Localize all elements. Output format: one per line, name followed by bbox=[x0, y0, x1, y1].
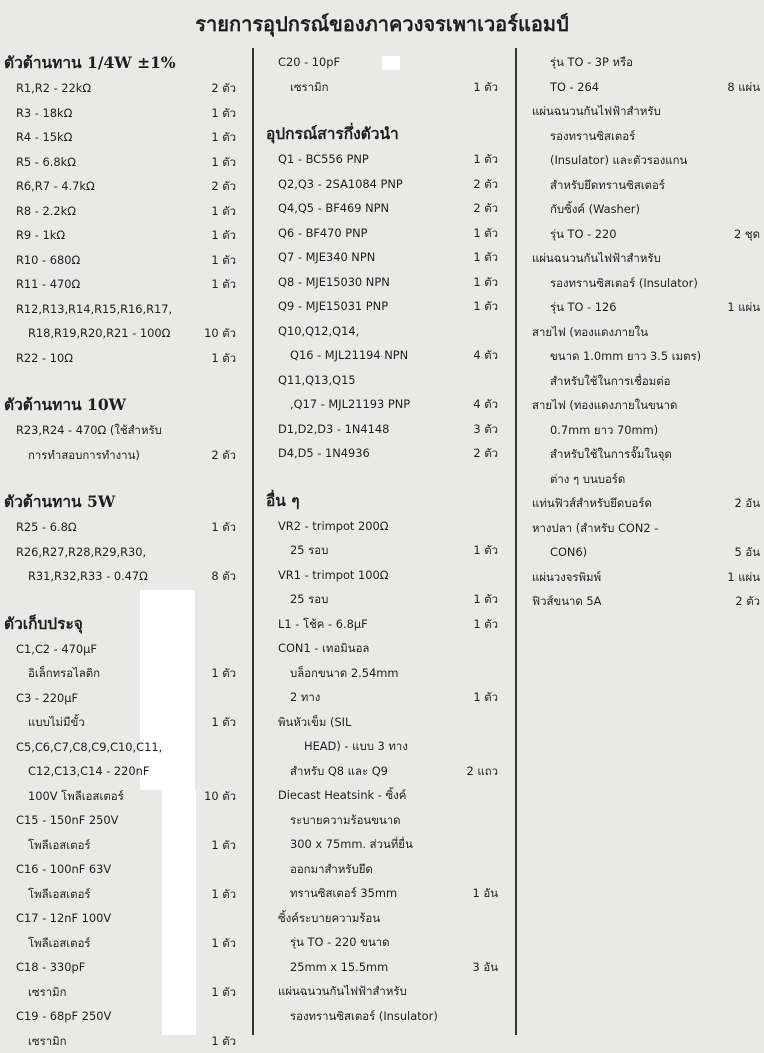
part-description: C1,C2 - 470µF bbox=[16, 637, 97, 662]
part-description: รองทรานซิสเตอร์ (Insulator) bbox=[550, 271, 698, 296]
section-heading: ตัวต้านทาน 10W bbox=[4, 392, 236, 418]
part-row bbox=[530, 442, 760, 467]
part-quantity: 2 ตัว bbox=[473, 441, 498, 466]
part-quantity: 1 ตัว bbox=[211, 1029, 236, 1053]
part-quantity: 1 ตัว bbox=[473, 75, 498, 100]
part-description: CON6) bbox=[550, 540, 587, 565]
part-description: R4 - 15kΩ bbox=[16, 125, 72, 150]
part-row bbox=[266, 392, 498, 417]
part-row bbox=[266, 563, 498, 588]
section bbox=[4, 611, 236, 1053]
part-description: 0.7mm ยาว 70mm) bbox=[550, 418, 658, 443]
part-description: เซรามิก bbox=[28, 1029, 67, 1053]
part-description: Q9 - MJE15031 PNP bbox=[278, 294, 388, 319]
part-row bbox=[266, 538, 498, 563]
part-row bbox=[4, 272, 236, 297]
part-description: C19 - 68pF 250V bbox=[16, 1004, 111, 1029]
part-row bbox=[4, 418, 236, 443]
part-description: Q6 - BF470 PNP bbox=[278, 221, 368, 246]
part-row bbox=[4, 564, 236, 589]
part-description: ขนาด 1.0mm ยาว 3.5 เมตร) bbox=[550, 344, 701, 369]
part-quantity: 2 ตัว bbox=[211, 174, 236, 199]
part-row bbox=[266, 172, 498, 197]
column-divider-left bbox=[252, 48, 254, 1035]
part-quantity: 10 ตัว bbox=[204, 784, 236, 809]
part-quantity: 1 ตัว bbox=[211, 661, 236, 686]
part-row bbox=[530, 148, 760, 173]
part-row bbox=[266, 587, 498, 612]
part-quantity: 1 ตัว bbox=[473, 245, 498, 270]
part-quantity: 1 ตัว bbox=[473, 270, 498, 295]
section-gap bbox=[4, 589, 236, 611]
part-description: Q1 - BC556 PNP bbox=[278, 147, 369, 172]
part-row bbox=[4, 661, 236, 686]
part-description: โพลีเอสเตอร์ bbox=[28, 931, 91, 956]
section-heading: อื่น ๆ bbox=[266, 488, 498, 514]
part-description: สำหรับยึดทรานซิสเตอร์ bbox=[550, 173, 665, 198]
part-quantity: 2 ตัว bbox=[473, 172, 498, 197]
part-row bbox=[530, 418, 760, 443]
section-heading: อุปกรณ์สารกึ่งตัวนำ bbox=[266, 121, 498, 147]
part-description: การทำสอบการทำงาน) bbox=[28, 443, 140, 468]
part-description: C15 - 150nF 250V bbox=[16, 808, 118, 833]
part-row bbox=[4, 906, 236, 931]
part-description: R3 - 18kΩ bbox=[16, 101, 72, 126]
part-row bbox=[266, 783, 498, 808]
part-quantity: 1 ตัว bbox=[211, 199, 236, 224]
part-row bbox=[530, 271, 760, 296]
part-row bbox=[4, 955, 236, 980]
part-row bbox=[4, 857, 236, 882]
part-row bbox=[530, 320, 760, 345]
part-quantity: 1 ตัว bbox=[473, 612, 498, 637]
part-description: พินหัวเข็ม (SIL bbox=[278, 710, 351, 735]
part-description: ทรานซิสเตอร์ 35mm bbox=[290, 881, 397, 906]
part-row bbox=[530, 393, 760, 418]
part-description: รุ่น TO - 126 bbox=[550, 295, 617, 320]
part-quantity: 2 ตัว bbox=[211, 443, 236, 468]
section bbox=[4, 392, 236, 467]
part-row bbox=[266, 759, 498, 784]
part-description: หางปลา (สำหรับ CON2 - bbox=[532, 516, 658, 541]
part-row bbox=[530, 491, 760, 516]
part-row bbox=[4, 833, 236, 858]
part-quantity: 10 ตัว bbox=[204, 321, 236, 346]
part-row bbox=[266, 221, 498, 246]
part-description: รุ่น TO - 220 ขนาด bbox=[290, 930, 390, 955]
part-row bbox=[4, 515, 236, 540]
part-description: D4,D5 - 1N4936 bbox=[278, 441, 370, 466]
part-description: แผ่นฉนวนกันไฟฟ้าสำหรับ bbox=[278, 979, 407, 1004]
part-description: C5,C6,C7,C8,C9,C10,C11, bbox=[16, 735, 162, 760]
part-quantity: 2 ตัว bbox=[735, 589, 760, 614]
part-row bbox=[530, 589, 760, 614]
section bbox=[266, 121, 498, 466]
part-row bbox=[530, 222, 760, 247]
part-row bbox=[530, 246, 760, 271]
part-description: สำหรับใช้ในการเชื่อมต่อ bbox=[550, 369, 670, 394]
section-heading: ตัวเก็บประจุ bbox=[4, 611, 236, 637]
part-row bbox=[4, 710, 236, 735]
part-row bbox=[530, 540, 760, 565]
part-description: R6,R7 - 4.7kΩ bbox=[16, 174, 95, 199]
part-quantity: 1 แผ่น bbox=[727, 565, 760, 590]
part-row bbox=[266, 734, 498, 759]
part-description: รุ่น TO - 220 bbox=[550, 222, 617, 247]
part-row bbox=[4, 1004, 236, 1029]
part-quantity: 8 ตัว bbox=[211, 564, 236, 589]
part-row bbox=[530, 99, 760, 124]
part-description: ต่าง ๆ บนบอร์ด bbox=[550, 467, 625, 492]
section-gap bbox=[266, 466, 498, 488]
part-description: สำหรับ Q8 และ Q9 bbox=[290, 759, 388, 784]
part-description: Q16 - MJL21194 NPN bbox=[290, 343, 408, 368]
part-quantity: 1 ตัว bbox=[473, 147, 498, 172]
section bbox=[4, 50, 236, 370]
part-row bbox=[530, 467, 760, 492]
part-row bbox=[4, 637, 236, 662]
part-quantity: 1 ตัว bbox=[211, 248, 236, 273]
part-row bbox=[4, 101, 236, 126]
part-row bbox=[266, 832, 498, 857]
part-description: C16 - 100nF 63V bbox=[16, 857, 111, 882]
part-row bbox=[266, 75, 498, 100]
part-quantity: 4 ตัว bbox=[473, 392, 498, 417]
part-description: 25mm x 15.5mm bbox=[290, 955, 388, 980]
part-description: R25 - 6.8Ω bbox=[16, 515, 77, 540]
part-quantity: 3 อัน bbox=[473, 955, 499, 980]
part-row bbox=[266, 661, 498, 686]
part-description: สายไฟ (ทองแดงภายในขนาด bbox=[532, 393, 677, 418]
part-row bbox=[4, 1029, 236, 1053]
part-row bbox=[266, 979, 498, 1004]
part-row bbox=[266, 685, 498, 710]
part-description: รองทรานซิสเตอร์ bbox=[550, 124, 635, 149]
part-description: แท่นฟิวส์สำหรับยึดบอร์ด bbox=[532, 491, 652, 516]
part-row bbox=[4, 248, 236, 273]
part-row bbox=[4, 125, 236, 150]
part-row bbox=[4, 686, 236, 711]
part-description: R12,R13,R14,R15,R16,R17, bbox=[16, 297, 172, 322]
part-description: Q10,Q12,Q14, bbox=[278, 319, 359, 344]
part-row bbox=[4, 223, 236, 248]
part-quantity: 1 ตัว bbox=[211, 515, 236, 540]
part-quantity: 1 ตัว bbox=[211, 710, 236, 735]
part-quantity: 1 ตัว bbox=[211, 346, 236, 371]
part-row bbox=[4, 443, 236, 468]
part-quantity: 5 อัน bbox=[735, 540, 761, 565]
part-description: HEAD) - แบบ 3 ทาง bbox=[304, 734, 408, 759]
part-quantity: 1 ตัว bbox=[211, 882, 236, 907]
part-row bbox=[266, 368, 498, 393]
part-description: Diecast Heatsink - ซิ้งค์ bbox=[278, 783, 406, 808]
part-row bbox=[266, 147, 498, 172]
part-row bbox=[4, 735, 236, 760]
part-description: เซรามิก bbox=[28, 980, 67, 1005]
part-description: 25 รอบ bbox=[290, 538, 328, 563]
part-row bbox=[530, 50, 760, 75]
part-row bbox=[266, 1004, 498, 1029]
part-description: (Insulator) และตัวรองแกน bbox=[550, 148, 687, 173]
part-quantity: 2 ตัว bbox=[211, 76, 236, 101]
part-description: Q4,Q5 - BF469 NPN bbox=[278, 196, 389, 221]
part-quantity: 2 ชุด bbox=[734, 222, 760, 247]
part-row bbox=[530, 173, 760, 198]
part-row bbox=[266, 955, 498, 980]
part-row bbox=[4, 784, 236, 809]
part-description: R22 - 10Ω bbox=[16, 346, 73, 371]
part-description: C3 - 220µF bbox=[16, 686, 78, 711]
part-description: C18 - 330pF bbox=[16, 955, 85, 980]
part-row bbox=[266, 612, 498, 637]
part-description: ระบายความร้อนขนาด bbox=[290, 808, 401, 833]
part-description: R10 - 680Ω bbox=[16, 248, 80, 273]
part-row bbox=[530, 369, 760, 394]
part-row bbox=[4, 150, 236, 175]
part-description: รุ่น TO - 3P หรือ bbox=[550, 50, 633, 75]
section bbox=[4, 489, 236, 589]
part-description: โพลีเอสเตอร์ bbox=[28, 882, 91, 907]
part-description: C17 - 12nF 100V bbox=[16, 906, 111, 931]
section-heading: ตัวต้านทาน 1/4W ±1% bbox=[4, 50, 236, 76]
part-description: กับซิ้งค์ (Washer) bbox=[550, 197, 640, 222]
section-gap bbox=[4, 467, 236, 489]
part-description: R18,R19,R20,R21 - 100Ω bbox=[28, 321, 170, 346]
part-row bbox=[266, 196, 498, 221]
part-row bbox=[530, 516, 760, 541]
part-description: L1 - โช้ค - 6.8µF bbox=[278, 612, 368, 637]
part-quantity: 2 อัน bbox=[735, 491, 761, 516]
part-description: 100V โพลีเอสเตอร์ bbox=[28, 784, 124, 809]
part-row bbox=[530, 75, 760, 100]
part-description: C20 - 10pF bbox=[278, 50, 340, 75]
part-row bbox=[266, 636, 498, 661]
part-quantity: 8 แผ่น bbox=[727, 75, 760, 100]
part-row bbox=[4, 759, 236, 784]
part-description: แบบไม่มีขั้ว bbox=[28, 710, 85, 735]
part-row bbox=[4, 76, 236, 101]
part-quantity: 1 แผ่น bbox=[727, 295, 760, 320]
part-description: R1,R2 - 22kΩ bbox=[16, 76, 91, 101]
part-description: ออกมาสำหรับยึด bbox=[290, 857, 373, 882]
part-row bbox=[266, 710, 498, 735]
part-description: สำหรับใช้ในการจั๊มในจุด bbox=[550, 442, 672, 467]
part-description: VR1 - trimpot 100Ω bbox=[278, 563, 388, 588]
part-quantity: 1 ตัว bbox=[211, 833, 236, 858]
part-quantity: 1 ตัว bbox=[211, 931, 236, 956]
part-quantity: 2 ตัว bbox=[473, 196, 498, 221]
part-quantity: 1 ตัว bbox=[473, 538, 498, 563]
part-description: TO - 264 bbox=[550, 75, 599, 100]
section bbox=[530, 50, 760, 614]
section-heading: ตัวต้านทาน 5W bbox=[4, 489, 236, 515]
part-quantity: 2 แถว bbox=[466, 759, 498, 784]
column-3 bbox=[530, 50, 760, 614]
part-description: D1,D2,D3 - 1N4148 bbox=[278, 417, 389, 442]
part-row bbox=[4, 199, 236, 224]
part-description: R5 - 6.8kΩ bbox=[16, 150, 76, 175]
part-description: แผ่นฉนวนกันไฟฟ้าสำหรับ bbox=[532, 246, 661, 271]
part-quantity: 1 ตัว bbox=[211, 125, 236, 150]
part-description: ,Q17 - MJL21193 PNP bbox=[290, 392, 410, 417]
part-description: 25 รอบ bbox=[290, 587, 328, 612]
part-description: Q2,Q3 - 2SA1084 PNP bbox=[278, 172, 403, 197]
part-row bbox=[4, 540, 236, 565]
part-description: ฟิวส์ขนาด 5A bbox=[532, 589, 601, 614]
part-description: R26,R27,R28,R29,R30, bbox=[16, 540, 146, 565]
part-row bbox=[266, 441, 498, 466]
part-row bbox=[266, 514, 498, 539]
part-row bbox=[530, 295, 760, 320]
part-description: บล็อกขนาด 2.54mm bbox=[290, 661, 399, 686]
part-row bbox=[266, 808, 498, 833]
part-row bbox=[266, 294, 498, 319]
part-quantity: 1 ตัว bbox=[211, 223, 236, 248]
part-description: แผ่นฉนวนกันไฟฟ้าสำหรับ bbox=[532, 99, 661, 124]
part-description: เซรามิก bbox=[290, 75, 329, 100]
part-row bbox=[4, 174, 236, 199]
part-row bbox=[266, 270, 498, 295]
column-2 bbox=[266, 50, 498, 1028]
part-quantity: 1 ตัว bbox=[211, 980, 236, 1005]
part-description: R9 - 1kΩ bbox=[16, 223, 65, 248]
part-row bbox=[4, 808, 236, 833]
column-divider-right bbox=[515, 48, 517, 1035]
part-row bbox=[266, 930, 498, 955]
part-description: Q8 - MJE15030 NPN bbox=[278, 270, 390, 295]
section-gap bbox=[266, 99, 498, 121]
part-description: 2 ทาง bbox=[290, 685, 320, 710]
page-title: รายการอุปกรณ์ของภาควงจรเพาเวอร์แอมป์ bbox=[0, 8, 764, 40]
part-quantity: 1 ตัว bbox=[473, 221, 498, 246]
part-row bbox=[266, 319, 498, 344]
part-row bbox=[266, 857, 498, 882]
part-row bbox=[4, 980, 236, 1005]
part-quantity: 1 ตัว bbox=[211, 272, 236, 297]
part-description: R11 - 470Ω bbox=[16, 272, 80, 297]
part-quantity: 1 ตัว bbox=[473, 587, 498, 612]
part-row bbox=[4, 931, 236, 956]
part-row bbox=[4, 346, 236, 371]
part-quantity: 1 ตัว bbox=[473, 685, 498, 710]
section-gap bbox=[4, 370, 236, 392]
part-description: R23,R24 - 470Ω (ใช้สำหรับ bbox=[16, 418, 162, 443]
part-description: 300 x 75mm. ส่วนที่ยื่น bbox=[290, 832, 413, 857]
part-description: แผ่นวงจรพิมพ์ bbox=[532, 565, 601, 590]
part-description: C12,C13,C14 - 220nF bbox=[28, 759, 149, 784]
part-row bbox=[266, 50, 498, 75]
part-row bbox=[266, 343, 498, 368]
section bbox=[266, 50, 498, 99]
part-description: Q11,Q13,Q15 bbox=[278, 368, 356, 393]
part-quantity: 4 ตัว bbox=[473, 343, 498, 368]
part-row bbox=[4, 297, 236, 322]
part-row bbox=[530, 565, 760, 590]
part-description: R31,R32,R33 - 0.47Ω bbox=[28, 564, 148, 589]
part-description: CON1 - เทอมินอล bbox=[278, 636, 369, 661]
part-quantity: 1 อัน bbox=[473, 881, 499, 906]
part-description: Q7 - MJE340 NPN bbox=[278, 245, 375, 270]
part-row bbox=[266, 906, 498, 931]
part-description: รองทรานซิสเตอร์ (Insulator) bbox=[290, 1004, 438, 1029]
part-quantity: 1 ตัว bbox=[211, 150, 236, 175]
part-description: สายไฟ (ทองแดงภายใน bbox=[532, 320, 648, 345]
part-row bbox=[530, 124, 760, 149]
part-quantity: 1 ตัว bbox=[473, 294, 498, 319]
part-row bbox=[530, 197, 760, 222]
column-1 bbox=[4, 50, 236, 1053]
part-description: VR2 - trimpot 200Ω bbox=[278, 514, 388, 539]
part-description: R8 - 2.2kΩ bbox=[16, 199, 76, 224]
part-quantity: 3 ตัว bbox=[473, 417, 498, 442]
part-description: ซิ้งค์ระบายความร้อน bbox=[278, 906, 380, 931]
section bbox=[266, 488, 498, 1029]
part-row bbox=[4, 882, 236, 907]
part-row bbox=[266, 417, 498, 442]
part-row bbox=[266, 245, 498, 270]
part-description: โพลีเอสเตอร์ bbox=[28, 833, 91, 858]
part-row bbox=[4, 321, 236, 346]
part-description: อิเล็กทรอไลติก bbox=[28, 661, 100, 686]
part-row bbox=[530, 344, 760, 369]
part-quantity: 1 ตัว bbox=[211, 101, 236, 126]
part-row bbox=[266, 881, 498, 906]
